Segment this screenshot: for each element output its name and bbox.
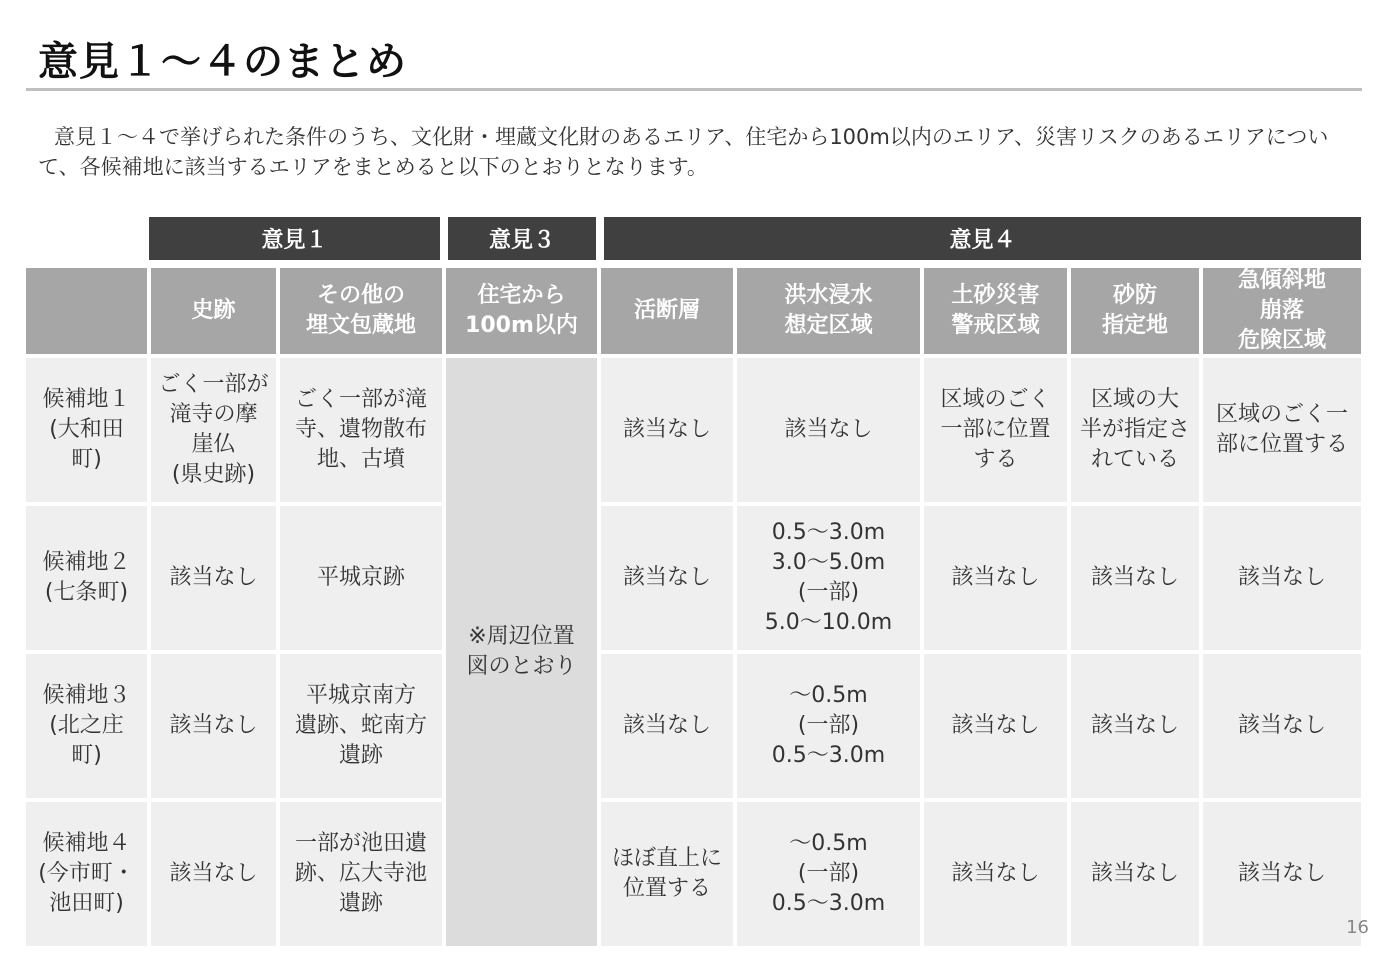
row-3-kouzui: ～0.5m (一部) 0.5～3.0m	[737, 654, 920, 798]
row-1-shiseki: ごく一部が 滝寺の摩 崖仏 (県史跡)	[151, 358, 276, 502]
row-1-maibun: ごく一部が滝 寺、遺物散布 地、古墳	[280, 358, 442, 502]
page-number: 16	[1346, 917, 1369, 938]
row-3-candidate: 候補地３ (北之庄 町)	[26, 654, 147, 798]
row-3-kyukeisha: 該当なし	[1203, 654, 1361, 798]
row-1-candidate: 候補地１ (大和田 町)	[26, 358, 147, 502]
row-1-kyukeisha: 区域のごく一 部に位置する	[1203, 358, 1361, 502]
title-divider	[26, 88, 1362, 91]
group-header-opinion-4: 意見４	[604, 217, 1361, 260]
row-3-shiseki: 該当なし	[151, 654, 276, 798]
row-4-kyukeisha: 該当なし	[1203, 802, 1361, 946]
row-2-kyukeisha: 該当なし	[1203, 506, 1361, 650]
header-kyukeisha: 急傾斜地 崩落 危険区域	[1203, 268, 1361, 354]
row-3-dosha: 該当なし	[924, 654, 1067, 798]
row-3-maibun: 平城京南方 遺跡、蛇南方 遺跡	[280, 654, 442, 798]
header-kouzui: 洪水浸水 想定区域	[737, 268, 920, 354]
row-2-sabou: 該当なし	[1071, 506, 1199, 650]
row-3-sabou: 該当なし	[1071, 654, 1199, 798]
header-dansou: 活断層	[601, 268, 733, 354]
row-4-dansou: ほぼ直上に 位置する	[601, 802, 733, 946]
header-corner	[26, 268, 147, 354]
header-jutaku: 住宅から 100m以内	[446, 268, 597, 354]
row-1-dosha: 区域のごく 一部に位置 する	[924, 358, 1067, 502]
group-header-opinion-3: 意見３	[448, 217, 596, 260]
intro-paragraph: 意見１～４で挙げられた条件のうち、文化財・埋蔵文化財のあるエリア、住宅から100m以内のエリア、災害リスクのあるエリアについて、各候補地に該当するエリアをまとめると以下のとおりとなります。	[38, 125, 1329, 179]
row-4-maibun: 一部が池田遺 跡、広大寺池 遺跡	[280, 802, 442, 946]
row-4-shiseki: 該当なし	[151, 802, 276, 946]
row-2-shiseki: 該当なし	[151, 506, 276, 650]
row-1-sabou: 区域の大 半が指定さ れている	[1071, 358, 1199, 502]
header-dosha: 土砂災害 警戒区域	[924, 268, 1067, 354]
group-header-opinion-1: 意見１	[149, 217, 440, 260]
header-maibun: その他の 埋文包蔵地	[280, 268, 442, 354]
header-shiseki: 史跡	[151, 268, 276, 354]
page-title: 意見１～４のまとめ	[38, 39, 407, 85]
row-4-kouzui: ～0.5m (一部) 0.5～3.0m	[737, 802, 920, 946]
merged-note-cell: ※周辺位置 図のとおり	[446, 358, 597, 946]
row-4-candidate: 候補地４ (今市町・ 池田町)	[26, 802, 147, 946]
row-2-candidate: 候補地２ (七条町)	[26, 506, 147, 650]
row-2-kouzui: 0.5～3.0m 3.0～5.0m (一部) 5.0～10.0m	[737, 506, 920, 650]
row-2-maibun: 平城京跡	[280, 506, 442, 650]
header-sabou: 砂防 指定地	[1071, 268, 1199, 354]
row-2-dansou: 該当なし	[601, 506, 733, 650]
row-3-dansou: 該当なし	[601, 654, 733, 798]
row-4-sabou: 該当なし	[1071, 802, 1199, 946]
row-2-dosha: 該当なし	[924, 506, 1067, 650]
row-1-dansou: 該当なし	[601, 358, 733, 502]
row-4-dosha: 該当なし	[924, 802, 1067, 946]
row-1-kouzui: 該当なし	[737, 358, 920, 502]
